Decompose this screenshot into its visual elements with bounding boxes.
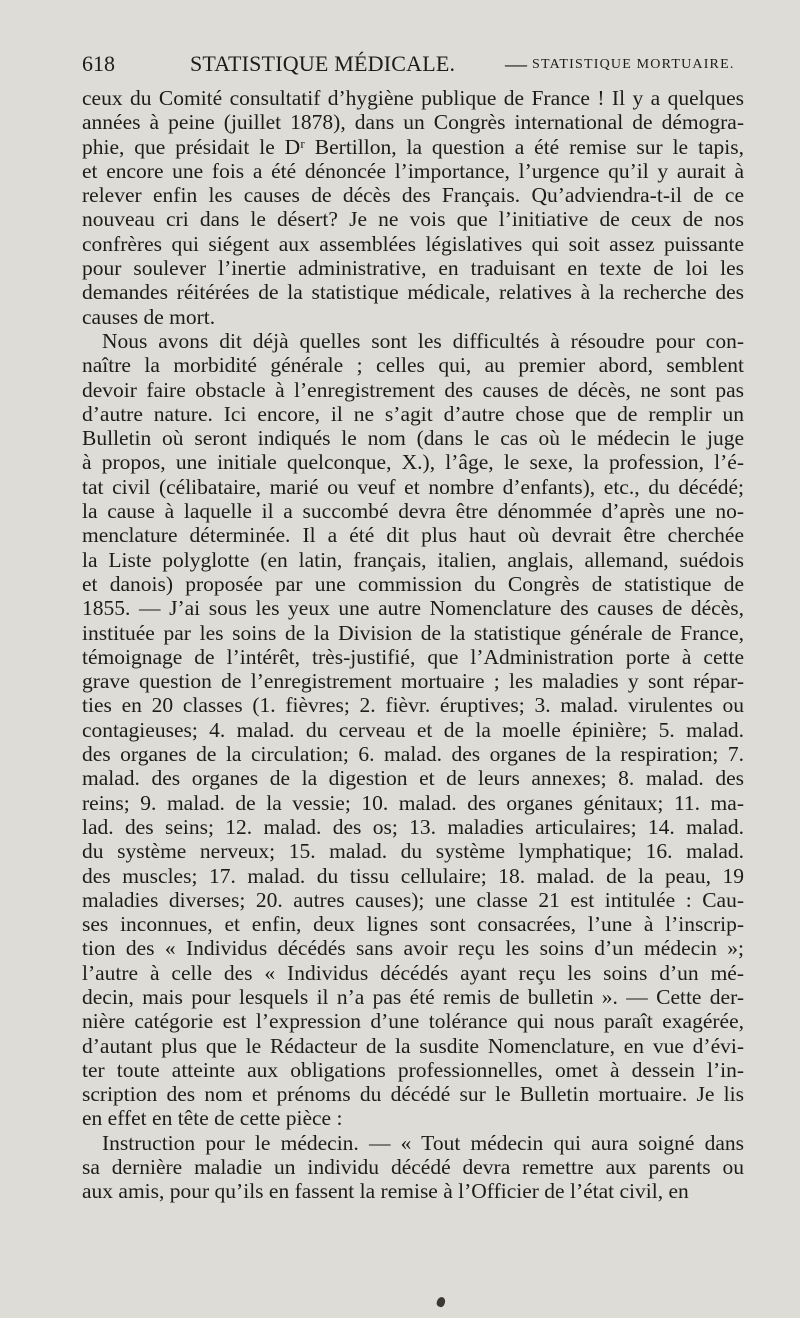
header-title: STATISTIQUE MÉDICALE. [190,51,456,76]
text-line: maladies diverses; 20. autres causes); une classe 21 est intitulée : Cau- [82,887,744,912]
text-line: ceux du Comité consultatif d’hygiène publique de France ! Il y a quelques [82,86,744,110]
text-line: naître la morbidité générale ; celles qui, au premier abord, semblent [82,353,744,378]
text-line: reins; 9. malad. de la vessie; 10. malad. des organes génitaux; 11. ma- [82,790,744,815]
text-line: à propos, une initiale quelconque, X.), l’âge, le sexe, la profession, l’é- [82,450,744,475]
text-line: relever enfin les causes de décès des Français. Qu’adviendra-t-il de ce [82,183,744,208]
text-line: nouveau cri dans le désert? Je ne vois que l’initiative de ceux de nos [82,207,744,232]
text-line: menclature déterminée. Il a été dit plus haut où devrait être cherchée [82,523,744,548]
text-line: témoignage de l’intérêt, très-justifié, que l’Administration porte à cette [82,644,744,669]
text-line: d’autre nature. Ici encore, il ne s’agit d’autre chose que de remplir un [82,401,744,426]
text-line: confrères qui siégent aux assemblées législatives qui soit assez puissante [82,231,744,256]
text-line: instituée par les soins de la Division de la statistique générale de France, [82,620,744,645]
text-line: devoir faire obstacle à l’enregistrement des causes de décès, ne sont pas [82,377,744,402]
text-line: decin, mais pour lesquels il n’a pas été remis de bulletin ». — Cette der- [82,984,744,1009]
text-line: scription des nom et prénoms du décédé sur le Bulletin mortuaire. Je lis [82,1082,744,1107]
text-line: pour soulever l’inertie administrative, en traduisant en texte de loi les [82,256,744,281]
text-line: nière catégorie est l’expression d’une tolérance qui nous paraît exagérée, [82,1009,744,1034]
text-line: des organes de la circulation; 6. malad. des organes de la respiration; 7. [82,742,744,767]
text-line: l’autre à celle des « Individus décédés ayant reçu les soins d’un mé- [82,960,744,985]
header-dash: — [505,51,527,76]
header-subtitle: STATISTIQUE MORTUAIRE. [532,57,735,72]
text-line: Bulletin où seront indiqués le nom (dans le cas où le médecin le juge [82,426,744,451]
text-line: lad. des seins; 12. malad. des os; 13. maladies articulaires; 14. malad. [82,814,744,839]
text-line: la Liste polyglotte (en latin, français, italien, anglais, allemand, suédois [82,547,744,572]
text-line: contagieuses; 4. malad. du cerveau et de la moelle épinière; 5. malad. [82,717,744,742]
text-line: demandes réitérées de la statistique médicale, relatives à la recherche des [82,280,744,305]
text-line: Instruction pour le médecin. — « Tout médecin qui aura soigné dans [102,1130,744,1155]
text-line: ties en 20 classes (1. fièvres; 2. fièvr. éruptives; 3. malad. virulentes ou [82,693,744,718]
text-line: et encore une fois a été dénoncée l’importance, l’urgence qu’il y aurait à [82,158,744,183]
text-line: Nous avons dit déjà quelles sont les difficultés à résoudre pour con- [102,328,744,353]
text-line: sa dernière maladie un individu décédé devra remettre aux parents ou [82,1155,744,1180]
text-line: années à peine (juillet 1878), dans un Congrès international de démogra- [82,110,744,135]
text-line: aux amis, pour qu’ils en fassent la remise à l’Officier de l’état civil, en [82,1179,689,1204]
ink-mark [436,1296,447,1308]
running-header [82,51,742,81]
text-line: et danois) proposée par une commission du Congrès de statistique de [82,571,744,596]
text-line: la cause à laquelle il a succombé devra être dénommée d’après une no- [82,499,744,524]
text-line: grave question de l’enregistrement mortuaire ; les maladies y sont répar- [82,669,744,694]
text-line: d’autant plus que le Rédacteur de la susdite Nomenclature, en vue d’évi- [82,1033,744,1058]
text-line: du système nerveux; 15. malad. du système lymphatique; 16. malad. [82,839,744,864]
text-line: ses inconnues, et enfin, deux lignes sont consacrées, l’une à l’inscrip- [82,912,744,937]
text-line: malad. des organes de la digestion et de leurs annexes; 8. malad. des [82,766,744,791]
page-number: 618 [82,51,115,76]
body-text [82,86,744,1204]
text-line: 1855. — J’ai sous les yeux une autre Nomenclature des causes de décès, [82,596,744,621]
text-line: en effet en tête de cette pièce : [82,1106,343,1131]
text-line: tat civil (célibataire, marié ou veuf et nombre d’enfants), etc., du décédé; [82,474,744,499]
text-line: des muscles; 17. malad. du tissu cellulaire; 18. malad. de la peau, 19 [82,863,744,888]
text-line: ter toute atteinte aux obligations professionnelles, omet à dessein l’in- [82,1057,744,1082]
text-line: causes de mort. [82,304,216,329]
text-line: tion des « Individus décédés sans avoir reçu les soins d’un médecin »; [82,936,744,961]
text-line: phie, que présidait le Dʳ Bertillon, la question a été remise sur le tapis, [82,134,744,159]
